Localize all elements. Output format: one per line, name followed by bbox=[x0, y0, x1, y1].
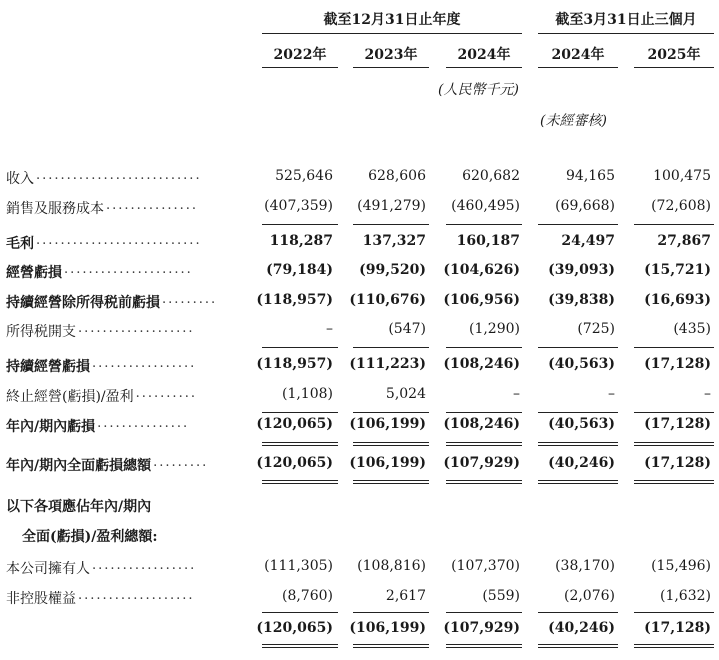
single-underline bbox=[353, 347, 429, 348]
table-cell: (38,170) bbox=[555, 558, 615, 574]
table-cell: (120,065) bbox=[256, 416, 333, 432]
header-group-quarter-rule bbox=[538, 33, 714, 34]
table-cell: 27,867 bbox=[657, 233, 711, 249]
table-cell: (17,128) bbox=[644, 356, 711, 372]
year-rule bbox=[538, 67, 618, 68]
single-underline bbox=[353, 224, 429, 225]
table-cell: – bbox=[608, 386, 615, 402]
unaudited-note: (未經審核) bbox=[540, 113, 607, 129]
leader-dots: ......... bbox=[153, 455, 209, 470]
year-rule bbox=[353, 67, 429, 68]
leader-dots: ............... bbox=[97, 416, 190, 431]
total-cell: (120,065) bbox=[256, 620, 333, 636]
table-cell: – bbox=[513, 386, 520, 402]
table-cell: (40,246) bbox=[548, 455, 615, 471]
table-cell: (118,957) bbox=[256, 292, 333, 308]
single-underline bbox=[446, 612, 522, 613]
table-cell: (111,223) bbox=[349, 356, 426, 372]
header-group-annual-rule bbox=[262, 33, 522, 34]
double-underline bbox=[353, 644, 429, 648]
row-label: 經營虧損 bbox=[6, 265, 62, 281]
table-cell: (106,956) bbox=[443, 292, 520, 308]
year-rule bbox=[446, 67, 522, 68]
leader-dots: ........................... bbox=[36, 168, 202, 183]
leader-dots: ......... bbox=[162, 292, 218, 307]
single-underline bbox=[538, 347, 618, 348]
row-label: 持續經營除所得税前虧損 bbox=[6, 295, 160, 311]
table-cell: 100,475 bbox=[653, 168, 711, 184]
double-underline bbox=[634, 480, 714, 484]
single-underline bbox=[634, 224, 714, 225]
single-underline bbox=[446, 347, 522, 348]
table-cell: (104,626) bbox=[443, 262, 520, 278]
leader-dots: .......... bbox=[135, 386, 197, 401]
table-cell: (106,199) bbox=[349, 455, 426, 471]
table-cell: (8,760) bbox=[281, 588, 333, 604]
total-cell: (40,246) bbox=[548, 620, 615, 636]
table-cell: (435) bbox=[673, 321, 711, 337]
table-cell: 2,617 bbox=[385, 588, 426, 604]
double-underline bbox=[446, 442, 522, 446]
single-underline bbox=[353, 612, 429, 613]
row-label: 毛利 bbox=[6, 236, 34, 252]
single-underline bbox=[353, 412, 429, 413]
total-cell: (17,128) bbox=[644, 620, 711, 636]
table-cell: (1,290) bbox=[468, 321, 520, 337]
table-cell: (17,128) bbox=[644, 455, 711, 471]
year-header-2025-quarter: 2025年 bbox=[647, 47, 701, 63]
table-cell: 5,024 bbox=[385, 386, 426, 402]
table-cell: (107,370) bbox=[451, 558, 520, 574]
table-cell: (1,632) bbox=[659, 588, 711, 604]
table-cell: (108,246) bbox=[443, 416, 520, 432]
single-underline bbox=[262, 224, 338, 225]
year-rule bbox=[634, 67, 714, 68]
double-underline bbox=[634, 442, 714, 446]
table-cell: (108,246) bbox=[443, 356, 520, 372]
unit-note: (人民幣千元) bbox=[438, 82, 519, 98]
row-label: 收入 bbox=[6, 171, 34, 187]
table-cell: 525,646 bbox=[275, 168, 333, 184]
table-cell: 620,682 bbox=[462, 168, 520, 184]
leader-dots: ............... bbox=[106, 198, 198, 213]
double-underline bbox=[353, 442, 429, 446]
single-underline bbox=[634, 612, 714, 613]
table-cell: (79,184) bbox=[266, 262, 333, 278]
row-label: 終止經營(虧損)/盈利 bbox=[6, 389, 134, 405]
single-underline bbox=[262, 612, 338, 613]
header-group-quarter: 截至3月31日止三個月 bbox=[555, 12, 697, 28]
leader-dots: ................. bbox=[92, 558, 197, 573]
single-underline bbox=[262, 347, 338, 348]
row-label: 非控股權益 bbox=[6, 591, 76, 607]
double-underline bbox=[538, 442, 618, 446]
table-cell: 94,165 bbox=[566, 168, 615, 184]
row-label: 銷售及服務成本 bbox=[6, 201, 104, 217]
leader-dots: ..................... bbox=[64, 262, 193, 277]
row-label: 持續經營虧損 bbox=[6, 359, 90, 375]
table-cell: (460,495) bbox=[451, 198, 520, 214]
single-underline bbox=[446, 412, 522, 413]
table-cell: (2,076) bbox=[563, 588, 615, 604]
table-cell: 118,287 bbox=[269, 233, 333, 249]
double-underline bbox=[446, 480, 522, 484]
table-cell: (39,093) bbox=[548, 262, 615, 278]
table-cell: (559) bbox=[482, 588, 520, 604]
leader-dots: ................... bbox=[78, 321, 195, 336]
table-cell: (16,693) bbox=[644, 292, 711, 308]
table-cell: (40,563) bbox=[548, 356, 615, 372]
single-underline bbox=[446, 224, 522, 225]
section-heading-line2: 全面(虧損)/盈利總額: bbox=[22, 529, 158, 545]
table-cell: – bbox=[326, 321, 333, 337]
table-cell: (108,816) bbox=[357, 558, 426, 574]
table-cell: (111,305) bbox=[264, 558, 333, 574]
table-cell: (118,957) bbox=[256, 356, 333, 372]
year-rule bbox=[262, 67, 338, 68]
table-cell: 137,327 bbox=[362, 233, 426, 249]
table-cell: (547) bbox=[388, 321, 426, 337]
table-cell: 160,187 bbox=[456, 233, 520, 249]
year-header-2023: 2023年 bbox=[364, 47, 418, 63]
table-cell: (72,608) bbox=[651, 198, 711, 214]
header-group-annual: 截至12月31日止年度 bbox=[323, 12, 461, 28]
double-underline bbox=[446, 644, 522, 648]
row-label: 所得税開支 bbox=[6, 324, 76, 340]
year-header-2022: 2022年 bbox=[273, 47, 327, 63]
double-underline bbox=[262, 442, 338, 446]
table-cell: (15,496) bbox=[651, 558, 711, 574]
total-cell: (107,929) bbox=[443, 620, 520, 636]
double-underline bbox=[634, 644, 714, 648]
single-underline bbox=[262, 412, 338, 413]
table-cell: (106,199) bbox=[349, 416, 426, 432]
table-cell: (110,676) bbox=[349, 292, 426, 308]
total-cell: (106,199) bbox=[349, 620, 426, 636]
table-cell: (17,128) bbox=[644, 416, 711, 432]
table-cell: (120,065) bbox=[256, 455, 333, 471]
table-cell: (40,563) bbox=[548, 416, 615, 432]
double-underline bbox=[353, 480, 429, 484]
double-underline bbox=[262, 480, 338, 484]
table-cell: (99,520) bbox=[359, 262, 426, 278]
section-heading-line1: 以下各項應佔年內/期內 bbox=[6, 499, 152, 515]
leader-dots: ................... bbox=[78, 588, 195, 603]
table-cell: (725) bbox=[577, 321, 615, 337]
leader-dots: ........................... bbox=[36, 233, 202, 248]
table-cell: (69,668) bbox=[555, 198, 615, 214]
double-underline bbox=[538, 480, 618, 484]
year-header-2024-annual: 2024年 bbox=[457, 47, 511, 63]
table-cell: (39,838) bbox=[548, 292, 615, 308]
table-cell: (15,721) bbox=[644, 262, 711, 278]
single-underline bbox=[538, 412, 618, 413]
single-underline bbox=[634, 347, 714, 348]
table-cell: 24,497 bbox=[561, 233, 615, 249]
single-underline bbox=[634, 412, 714, 413]
double-underline bbox=[262, 644, 338, 648]
table-cell: (407,359) bbox=[264, 198, 333, 214]
table-cell: (107,929) bbox=[443, 455, 520, 471]
single-underline bbox=[538, 224, 618, 225]
table-cell: (1,108) bbox=[281, 386, 333, 402]
table-cell: – bbox=[704, 386, 711, 402]
table-cell: (491,279) bbox=[357, 198, 426, 214]
row-label: 年內/期內虧損 bbox=[6, 419, 96, 435]
double-underline bbox=[538, 644, 618, 648]
leader-dots: ................. bbox=[92, 356, 197, 371]
table-cell: 628,606 bbox=[368, 168, 426, 184]
single-underline bbox=[538, 612, 618, 613]
year-header-2024-quarter: 2024年 bbox=[551, 47, 605, 63]
row-label: 年內/期內全面虧損總額 bbox=[6, 458, 152, 474]
row-label: 本公司擁有人 bbox=[6, 561, 90, 577]
